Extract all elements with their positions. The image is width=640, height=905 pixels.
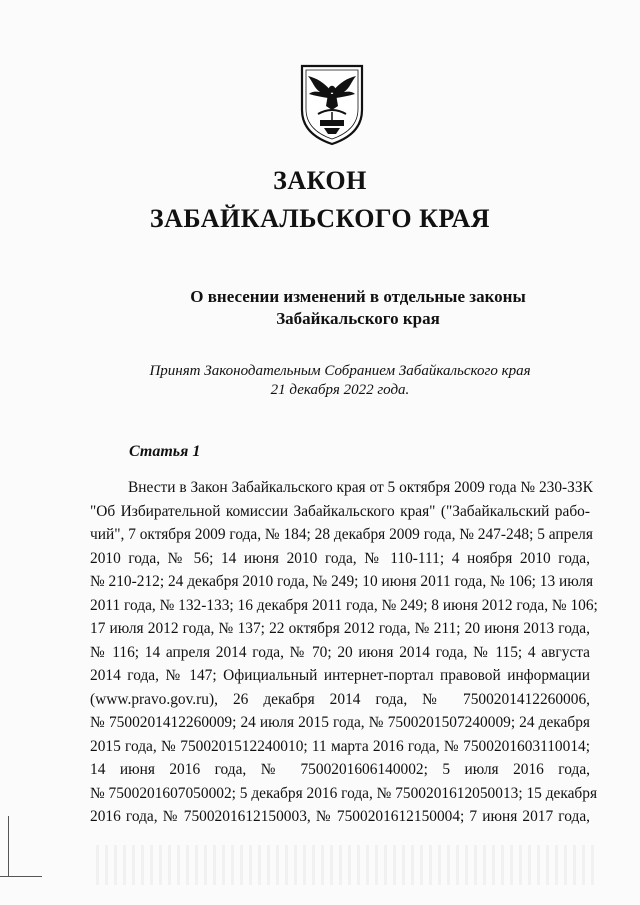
article-text-line: 2010 года, № 56; 14 июня 2010 года, № 110-111; 4 ноября 2010 года, — [90, 549, 590, 567]
article-text-line: чий", 7 октября 2009 года, № 184; 28 декабря 2009 года, № 247-248; 5 апреля — [90, 526, 593, 543]
subject-line: Забайкальского края — [276, 309, 440, 328]
article-text-line: 14 июня 2016 года, № 7500201606140002; 5 июля 2016 года, — [90, 761, 590, 778]
article-text-line: 2011 года, № 132-133; 16 декабря 2011 года, № 249; 8 июня 2012 года, № 106; — [90, 596, 598, 614]
article-text-line: 17 июля 2012 года, № 137; 22 октября 2012 года, № 211; 20 июня 2013 года, — [90, 620, 590, 637]
subject-line: О внесении изменений в отдельные законы — [190, 287, 526, 306]
article-heading: Статья 1 — [129, 443, 201, 460]
article-text-line: 2016 года, № 7500201612150003, № 7500201612150004; 7 июня 2017 года, — [90, 808, 590, 825]
law-subject — [0, 286, 640, 330]
article-text-line: (www.pravo.gov.ru), 26 декабря 2014 года, № 7500201412260006, — [90, 690, 590, 708]
law-title: ЗАКОН — [273, 166, 367, 195]
article-text-line: 2015 года, № 7500201512240010; 11 марта 2016 года, № 7500201603110014; — [90, 737, 590, 755]
article-text-line: "Об Избирательной комиссии Забайкальского края" ("Забайкальский рабо- — [90, 502, 590, 520]
adoption-note — [130, 362, 550, 400]
region-title: ЗАБАЙКАЛЬСКОГО КРАЯ — [149, 204, 491, 233]
adoption-date: 21 декабря 2022 года. — [270, 382, 410, 398]
article-body — [90, 476, 598, 829]
scan-edge-mark — [8, 816, 9, 876]
article-text-line: № 7500201412260009; 24 июля 2015 года, № 7500201507240009; 24 декабря — [90, 714, 590, 731]
article-text-line: Внести в Закон Забайкальского края от 5 октября 2009 года № 230-ЗЗК — [128, 479, 593, 496]
article-text-line: № 116; 14 апреля 2014 года, № 70; 20 июня 2014 года, № 115; 4 августа — [90, 643, 590, 661]
article-text-line: № 7500201607050002; 5 декабря 2016 года, № 7500201612050013; 15 декабря — [90, 784, 598, 802]
adoption-line: Принят Законодательным Собранием Забайкальского края — [149, 363, 531, 379]
scan-edge-mark — [0, 876, 42, 877]
bleed-through-text — [96, 845, 596, 885]
article-text-line: № 210-212; 24 декабря 2010 года, № 249; 10 июня 2011 года, № 106; 13 июля — [90, 573, 594, 590]
article-text-line: 2014 года, № 147; Официальный интернет-портал правовой информации — [90, 667, 590, 684]
coat-of-arms-icon — [296, 62, 368, 146]
